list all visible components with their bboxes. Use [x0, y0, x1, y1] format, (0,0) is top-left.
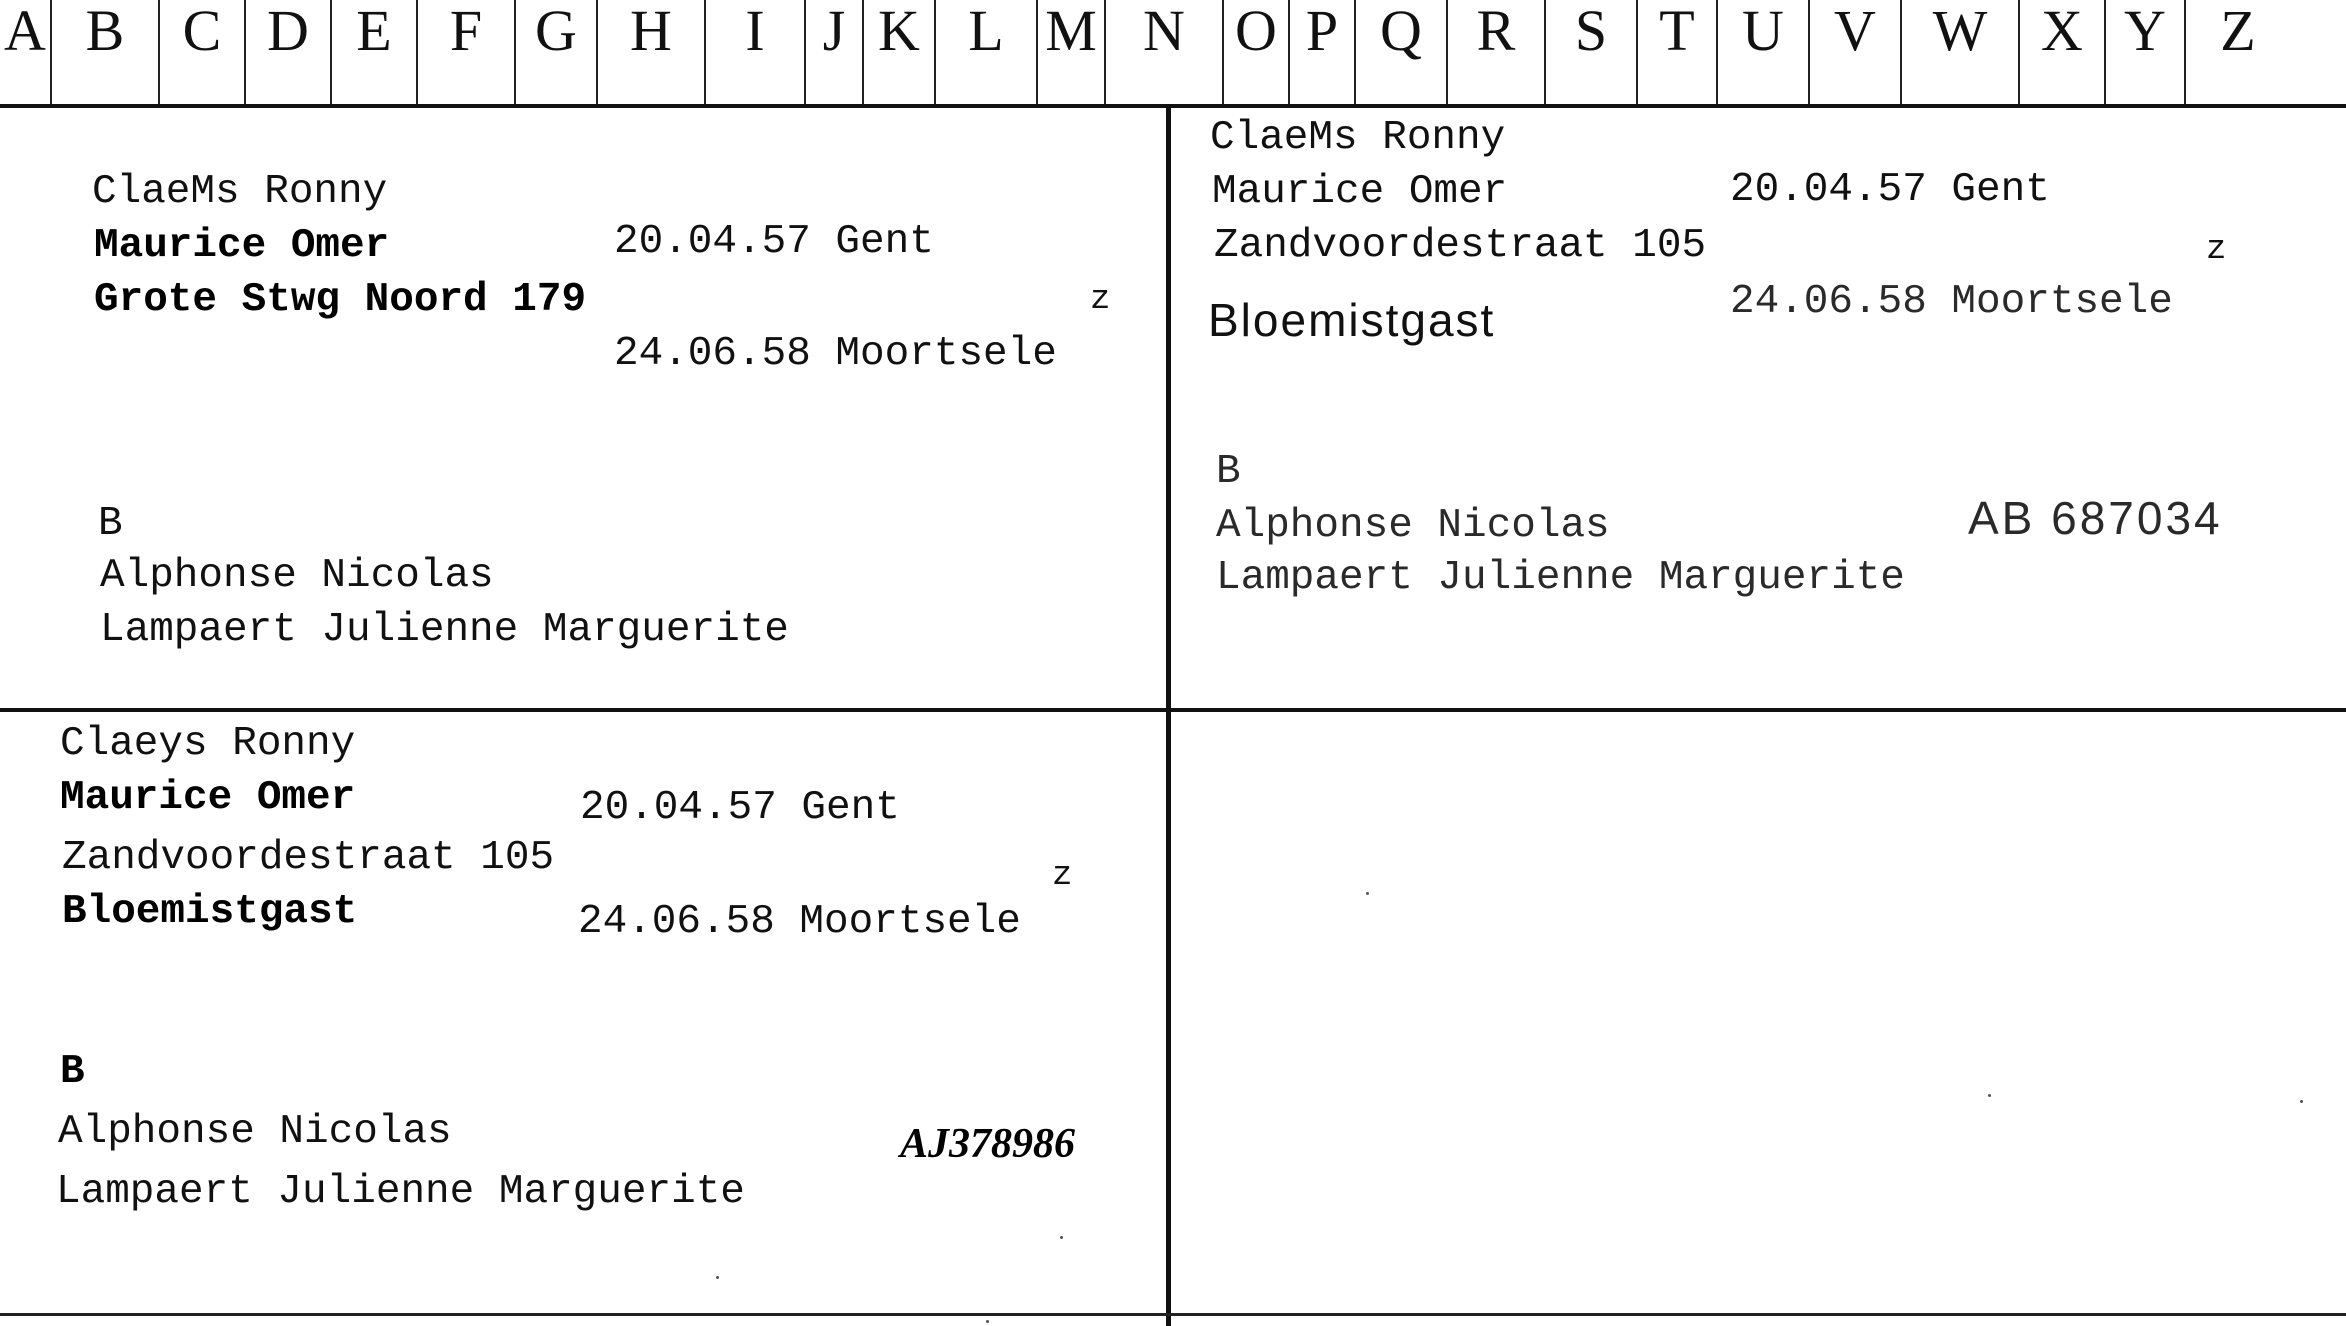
- index-letter-k: K: [864, 0, 936, 104]
- index-letter-o: O: [1224, 0, 1290, 104]
- card-mother: Lampaert Julienne Marguerite: [56, 1169, 745, 1215]
- index-letter-e: E: [332, 0, 418, 104]
- card-given-names: Maurice Omer: [60, 775, 356, 821]
- index-letter-z: Z: [2220, 0, 2256, 63]
- card-birth: 20.04.57 Gent: [614, 219, 934, 265]
- card-name: ClaeMs Ronny: [1210, 115, 1506, 161]
- card-mother: Lampaert Julienne Marguerite: [1216, 555, 1905, 601]
- card-locality: Bloemistgast: [1208, 294, 1496, 346]
- card-divider-bottom: [0, 1313, 2346, 1316]
- index-letter-q: Q: [1356, 0, 1448, 104]
- card-marker: z: [1090, 281, 1111, 319]
- card-id-number: AJ378986: [900, 1121, 1076, 1167]
- index-letter-r: R: [1448, 0, 1546, 104]
- card-given-names: Maurice Omer: [1212, 169, 1508, 215]
- index-letter-m: M: [1038, 0, 1106, 104]
- card-marriage: 24.06.58 Moortsele: [614, 331, 1057, 377]
- card-address: Grote Stwg Noord 179: [94, 277, 587, 323]
- print-speck: [716, 1276, 719, 1279]
- index-letter-h: H: [598, 0, 706, 104]
- index-letter-t: T: [1638, 0, 1718, 104]
- card-name: Claeys Ronny: [60, 721, 356, 767]
- index-letter-g: G: [516, 0, 598, 104]
- card-id-number: AB 687034: [1968, 492, 2223, 544]
- print-speck: [986, 1320, 989, 1323]
- card-father: Alphonse Nicolas: [1216, 503, 1610, 549]
- card-category: B: [1216, 449, 1241, 495]
- index-letter-p: P: [1290, 0, 1356, 104]
- index-letter-w: W: [1902, 0, 2020, 104]
- card-birth: 20.04.57 Gent: [580, 785, 900, 831]
- alphabet-index-strip: [0, 0, 2346, 104]
- index-letter-n: N: [1106, 0, 1224, 104]
- index-letter-c: C: [160, 0, 246, 104]
- index-letter-y: Y: [2106, 0, 2186, 104]
- print-speck: [1988, 1094, 1991, 1097]
- card-marker: z: [2206, 231, 2227, 269]
- card-address: Zandvoordestraat 105: [62, 835, 555, 881]
- card-name: ClaeMs Ronny: [92, 169, 388, 215]
- card-divider-vertical: [1166, 108, 1171, 1326]
- card-mother: Lampaert Julienne Marguerite: [100, 607, 789, 653]
- index-letter-i: I: [706, 0, 806, 104]
- card-category: B: [98, 501, 123, 547]
- card-father: Alphonse Nicolas: [58, 1109, 452, 1155]
- index-letter-a: A: [0, 0, 52, 104]
- card-father: Alphonse Nicolas: [100, 553, 494, 599]
- card-marker: z: [1052, 857, 1073, 895]
- index-divider: [0, 104, 2346, 108]
- card-marriage: 24.06.58 Moortsele: [578, 899, 1021, 945]
- index-letter-u: U: [1718, 0, 1810, 104]
- print-speck: [1060, 1236, 1063, 1239]
- print-speck: [1366, 892, 1369, 895]
- card-marriage: 24.06.58 Moortsele: [1730, 279, 2173, 325]
- index-letter-b: B: [52, 0, 160, 104]
- index-letter-l: L: [936, 0, 1038, 104]
- card-category: B: [60, 1049, 85, 1095]
- index-letter-s: S: [1546, 0, 1638, 104]
- index-letter-f: F: [418, 0, 516, 104]
- card-birth: 20.04.57 Gent: [1730, 167, 2050, 213]
- index-letter-v: V: [1810, 0, 1902, 104]
- index-letter-x: X: [2020, 0, 2106, 104]
- card-locality: Bloemistgast: [62, 889, 358, 935]
- print-speck: [2300, 1100, 2303, 1103]
- card-bottom-right-empty: [1172, 712, 2346, 1312]
- card-given-names: Maurice Omer: [94, 223, 390, 269]
- card-address: Zandvoordestraat 105: [1214, 223, 1707, 269]
- index-letter-j: J: [806, 0, 864, 104]
- index-letter-d: D: [246, 0, 332, 104]
